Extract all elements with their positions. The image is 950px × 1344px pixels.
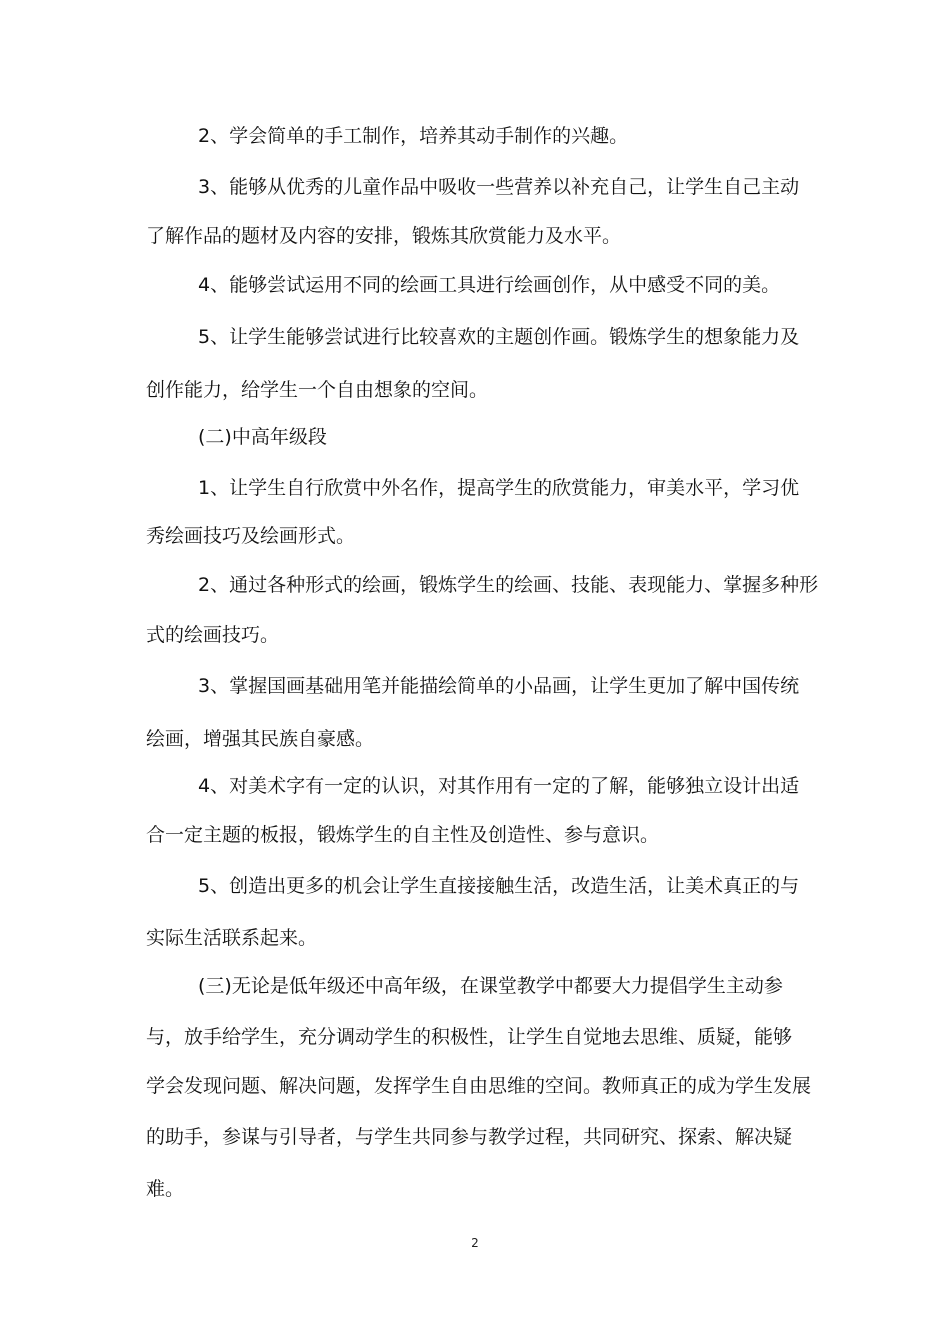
paragraph-line: 的助手，参谋与引导者，与学生共同参与教学过程，共同研究、探索、解决疑 [146,1126,793,1148]
paragraph-line: 1、让学生自行欣赏中外名作，提高学生的欣赏能力，审美水平，学习优 [198,477,800,499]
paragraph-line: 5、让学生能够尝试进行比较喜欢的主题创作画。锻炼学生的想象能力及 [198,326,800,348]
section-heading: (二)中高年级段 [198,426,327,448]
paragraph-line: 式的绘画技巧。 [146,624,280,646]
paragraph-line: 秀绘画技巧及绘画形式。 [146,525,356,547]
paragraph-line: 5、创造出更多的机会让学生直接接触生活，改造生活，让美术真正的与 [198,875,800,897]
paragraph-line: 绘画，增强其民族自豪感。 [146,728,375,750]
paragraph-line: 4、能够尝试运用不同的绘画工具进行绘画创作，从中感受不同的美。 [198,274,781,296]
paragraph-line: 4、对美术字有一定的认识，对其作用有一定的了解，能够独立设计出适 [198,775,800,797]
paragraph-line: (三)无论是低年级还中高年级，在课堂教学中都要大力提倡学生主动参 [198,975,783,997]
paragraph-line: 3、能够从优秀的儿童作品中吸收一些营养以补充自己，让学生自己主动 [198,176,800,198]
paragraph-line: 2、通过各种形式的绘画，锻炼学生的绘画、技能、表现能力、掌握多种形 [198,574,819,596]
paragraph-line: 3、掌握国画基础用笔并能描绘简单的小品画，让学生更加了解中国传统 [198,675,800,697]
paragraph-line: 了解作品的题材及内容的安排，锻炼其欣赏能力及水平。 [146,225,622,247]
paragraph-line: 创作能力，给学生一个自由想象的空间。 [146,379,489,401]
paragraph-line: 学会发现问题、解决问题，发挥学生自由思维的空间。教师真正的成为学生发展 [146,1075,812,1097]
paragraph-line: 2、学会简单的手工制作，培养其动手制作的兴趣。 [198,125,629,147]
paragraph-line: 合一定主题的板报，锻炼学生的自主性及创造性、参与意识。 [146,824,660,846]
paragraph-line: 难。 [146,1178,185,1200]
paragraph-line: 与，放手给学生，充分调动学生的积极性，让学生自觉地去思维、质疑，能够 [146,1026,793,1048]
paragraph-line: 实际生活联系起来。 [146,927,318,949]
page-number: 2 [471,1236,479,1250]
